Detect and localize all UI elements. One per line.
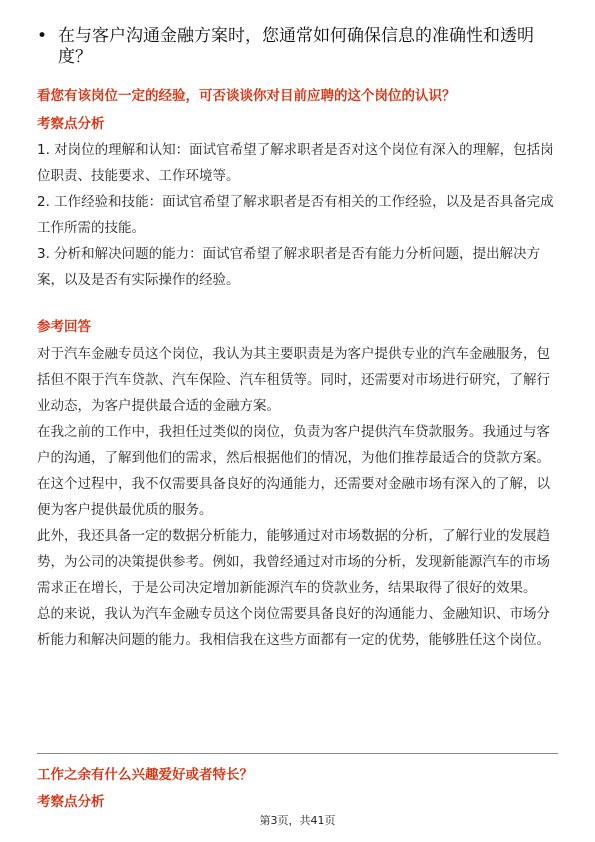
answer-paragraph: 在我之前的工作中，我担任过类似的岗位，负责为客户提供汽车贷款服务。我通过与客户的沟通，了解到他们的需求，然后根据他们的情况，为他们推荐最适合的贷款方案。在这个过程中，我不仅需要具备良好的沟通能力，还需要对金融市场有深入的了解，以便为客户提供最优质的服务。 (37, 424, 550, 518)
answer-paragraph: 总的来说，我认为汽车金融专员这个岗位需要具备良好的沟通能力、金融知识、市场分析能力和解决问题的能力。我相信我在这些方面都有一定的优势，能够胜任这个岗位。 (37, 606, 550, 648)
analysis-item: 2. 工作经验和技能：面试官希望了解求职者是否有相关的工作经验，以及是否具备完成工作所需的技能。 (37, 194, 554, 236)
bullet-question (37, 26, 567, 68)
answer-paragraph: 此外，我还具备一定的数据分析能力，能够通过对市场数据的分析，了解行业的发展趋势，为公司的决策提供参考。例如，我曾经通过对市场的分析，发现新能源汽车的市场需求正在增长，于是公司决定增加新能源汽车的贷款业务，结果取得了很好的效果。 (37, 528, 550, 596)
section-question: 看您有该岗位一定的经验，可否谈谈你对目前应聘的这个岗位的认识？ (37, 88, 456, 104)
analysis-heading: 考察点分析 (37, 116, 105, 132)
analysis-heading: 考察点分析 (37, 794, 105, 810)
page-number: 第3页，共41页 (259, 814, 336, 827)
bullet-icon: • (37, 26, 48, 46)
answer-heading: 参考回答 (37, 319, 91, 335)
analysis-list (37, 137, 562, 293)
answer-paragraph: 对于汽车金融专员这个岗位，我认为其主要职责是为客户提供专业的汽车金融服务，包括但不限于汽车贷款、汽车保险、汽车租赁等。同时，还需要对市场进行研究，了解行业动态，为客户提供最合适的金融方案。 (37, 346, 550, 414)
answer-body (37, 341, 562, 653)
section-question: 工作之余有什么兴趣爱好或者特长？ (37, 767, 253, 783)
section-divider (37, 753, 558, 754)
analysis-item: 1. 对岗位的理解和认知：面试官希望了解求职者是否对这个岗位有深入的理解，包括岗位职责、技能要求、工作环境等。 (37, 142, 554, 184)
bullet-question-text: 在与客户沟通金融方案时，您通常如何确保信息的准确性和透明度？ (58, 26, 534, 67)
analysis-item: 3. 分析和解决问题的能力：面试官希望了解求职者是否有能力分析问题，提出解决方案，以及是否有实际操作的经验。 (37, 246, 541, 288)
